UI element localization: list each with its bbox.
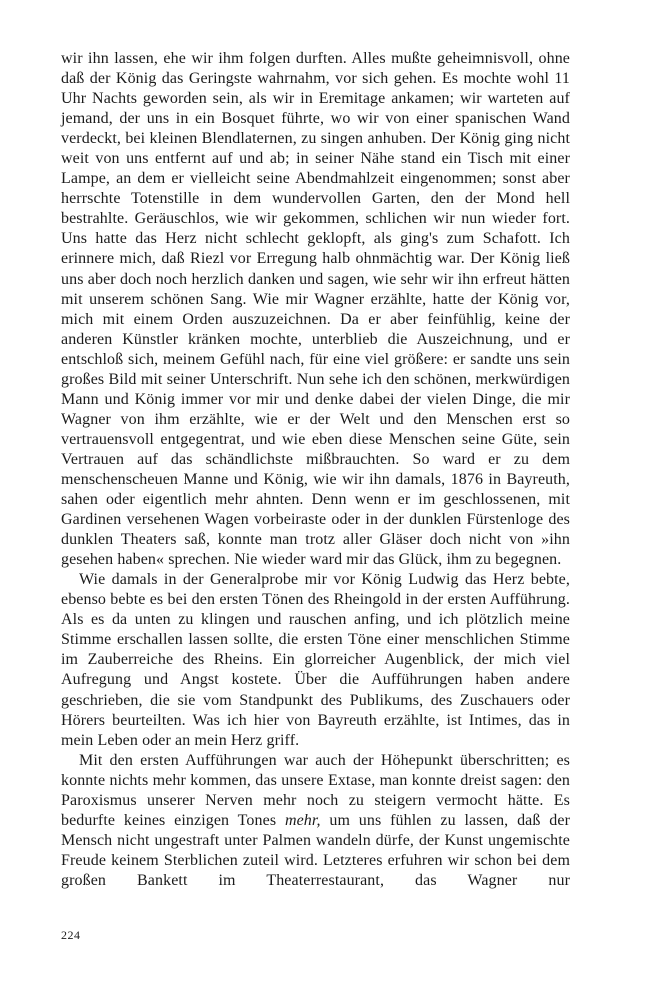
- paragraph-segment: um uns fühlen zu lassen, daß der Mensch nicht ungestraft unter Palmen wandeln dürfe, der Kunst ungemischte Freude keinem Sterblichen zuteil wird. Letzteres erfuhren wir schon bei dem großen Bankett im Theaterrestaurant, das Wagner nur: [61, 811, 570, 889]
- page-text-block: [61, 49, 570, 891]
- paragraph-hoehepunkt: [61, 751, 570, 891]
- paragraph-continuation: wir ihn lassen, ehe wir ihm folgen durften. Alles mußte geheimnisvoll, ohne daß der König das Geringste wahrnahm, vor sich gehen. Es mochte wohl 11 Uhr Nachts geworden sein, als wir in Eremitage ankamen; wir warteten auf jemand, der uns in ein Bosquet führte, wo wir von einer spanischen Wand verdeckt, bei kleinen Blendlaternen, zu singen anhuben. Der König ging nicht weit von uns entfernt auf und ab; in seiner Nähe stand ein Tisch mit einer Lampe, an dem er vielleicht seine Abendmahlzeit eingenommen; sonst aber herrschte Totenstille in dem wundervollen Garten, den der Mond hell bestrahlte. Geräuschlos, wie wir gekommen, schlichen wir nun wieder fort. Uns hatte das Herz nicht schlecht geklopft, als ging's zum Schafott. Ich erinnere mich, daß Riezl vor Erregung halb ohnmächtig war. Der König ließ uns aber doch noch herzlich danken und sagen, wie sehr wir ihn erfreut hätten mit unserem schönen Sang. Wie mir Wagner erzählte, hatte der König vor, mich mit einem Orden auszuzeichnen. Da er aber feinfühlig, keine der anderen Künstler kränken mochte, unterblieb die Auszeichnung, und er entschloß sich, meinem Gefühl nach, für eine viel größere: er sandte uns sein großes Bild mit seiner Unterschrift. Nun sehe ich den schönen, merkwürdigen Mann und König immer vor mir und denke dabei der vielen Dinge, die mir Wagner von ihm erzählte, wie er der Welt und den Menschen erst so vertrauensvoll entgegentrat, und wie eben diese Menschen seine Güte, sein Vertrauen auf das schändlichste mißbrauchten. So ward er zu dem menschenscheuen Manne und König, wie wir ihn damals, 1876 in Bayreuth, sahen oder eigentlich mehr ahnten. Denn wenn er im geschlossenen, mit Gardinen versehenen Wagen vorbeiraste oder in der dunklen Fürstenloge des dunklen Theaters saß, konnte man trotz aller Gläser doch nicht von »ihn gesehen haben« sprechen. Nie wieder ward mir das Glück, ihm zu begegnen.: [61, 50, 570, 569]
- page-number: 224: [61, 928, 81, 942]
- paragraph-segment: Mit den ersten Aufführungen war auch der Höhepunkt überschritten; es konnte nichts mehr kommen, das unsere Extase, man konnte dreist sagen: den Paroxismus unserer Nerven mehr noch zu steigern vermocht hätte. Es bedurfte keines einzigen Tones: [61, 751, 570, 829]
- paragraph-generalprobe: Wie damals in der Generalprobe mir vor König Ludwig das Herz bebte, ebenso bebte es bei den ersten Tönen des Rheingold in der ersten Aufführung. Als es da unten zu klingen und rauschen anfing, und ich plötzlich meine Stimme erschallen lassen sollte, die ersten Töne einer menschlichen Stimme im Zauberreiche des Rheins. Ein glorreicher Augenblick, der mich viel Aufregung und Angst kostete. Über die Aufführungen haben andere geschrieben, die sie vom Standpunkt des Publikums, des Zuschauers oder Hörers beurteilten. Was ich hier von Bayreuth erzählte, ist Intimes, das in mein Leben oder an mein Herz griff.: [61, 571, 570, 749]
- paragraph-segment-italic: mehr,: [284, 811, 321, 829]
